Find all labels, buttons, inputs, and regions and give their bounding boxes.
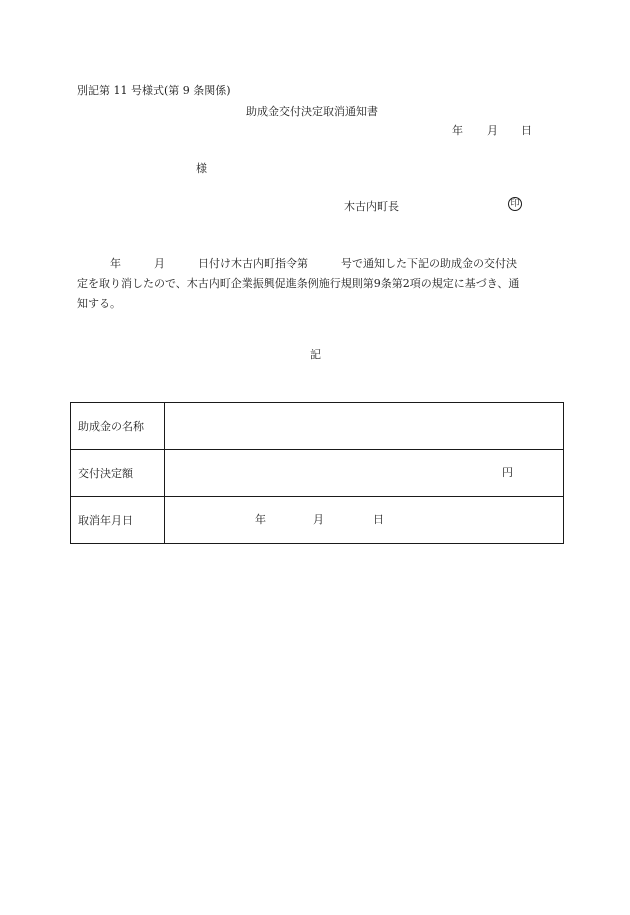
notice-body-line: 年 月 日付け木古内町指令第 号で通知した下記の助成金の交付決 [77,257,517,270]
cancel-date-day: 日 [373,513,384,526]
cancel-date-label: 取消年月日 [71,497,165,544]
issuer-title: 木古内町長 [344,200,399,213]
cancel-date-month: 月 [313,513,324,526]
issue-date-month: 月 [487,124,498,137]
amount-unit: 円 [502,466,513,479]
cancel-date-year: 年 [255,513,266,526]
table-row [71,450,564,497]
grant-name-value [165,403,564,450]
table-row [71,403,564,450]
form-label: 別記第 11 号様式(第 9 条関係) [77,84,231,97]
ki-heading: 記 [310,348,321,361]
details-table [70,402,564,544]
addressee-suffix: 様 [196,162,207,175]
cancel-date-value [165,497,564,544]
notice-body [77,254,559,314]
grant-name-label: 助成金の名称 [71,403,165,450]
decided-amount-label: 交付決定額 [71,450,165,497]
document-title: 助成金交付決定取消通知書 [246,105,378,118]
notice-body-line: 定を取り消したので、木古内町企業振興促進条例施行規則第9条第2項の規定に基づき、通 [77,277,520,290]
decided-amount-value [165,450,564,497]
notice-body-line: 知する。 [77,297,121,310]
issue-date-year: 年 [452,124,463,137]
seal-mark: 印 [508,197,522,211]
issue-date-day: 日 [521,124,532,137]
table-row [71,497,564,544]
